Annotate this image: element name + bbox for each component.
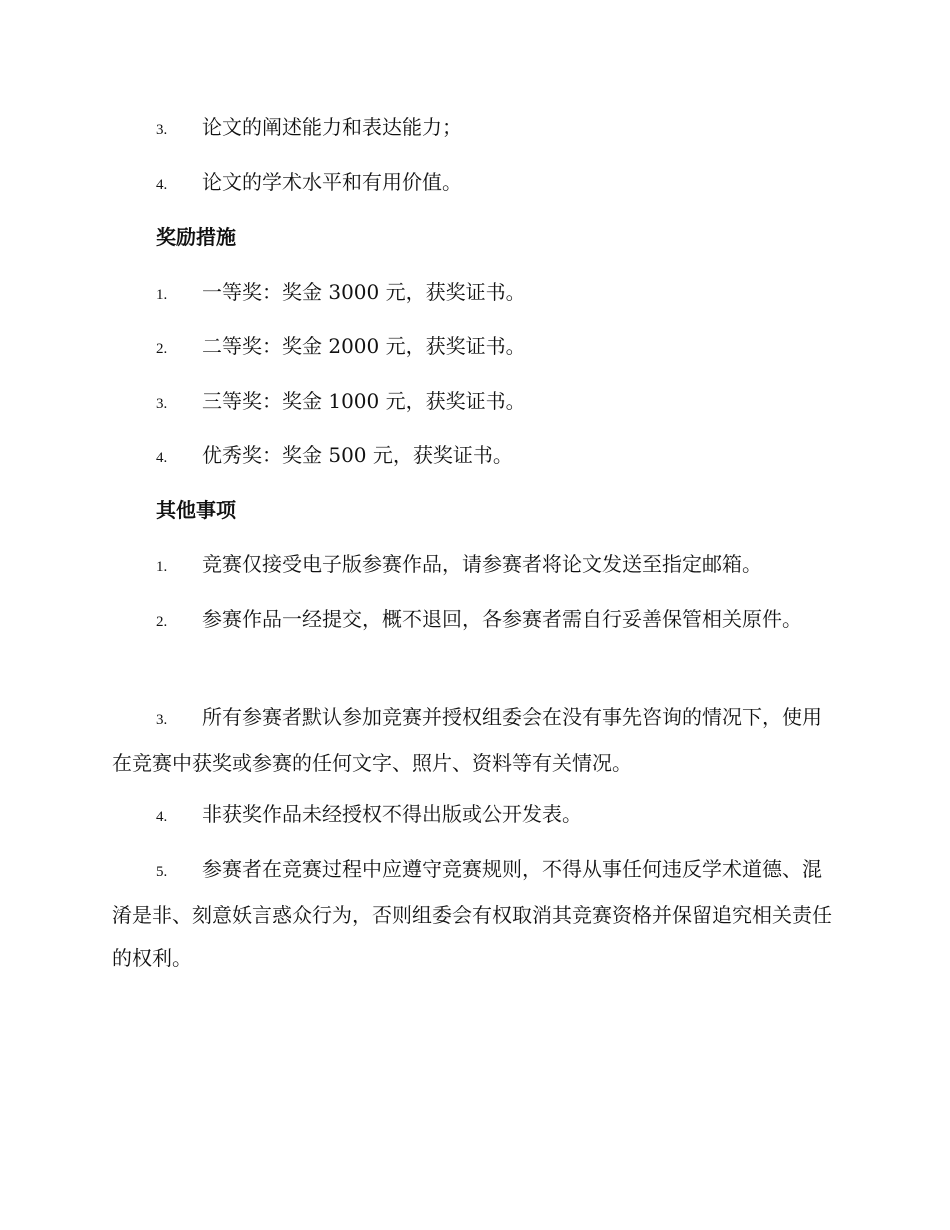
list-item-text: 参赛者在竞赛过程中应遵守竞赛规则，不得从事任何违反学术道德、混淆是非、刻意妖言惑众行为，否则组委会有权取消其竞赛资格并保留追究相关责任的权利。: [112, 857, 832, 970]
list-item-text: 三等奖：奖金 1000 元，获奖证书。: [202, 389, 526, 413]
list-number: 3.: [156, 396, 168, 412]
other-item-5: [112, 848, 838, 980]
list-item-text: 二等奖：奖金 2000 元，获奖证书。: [202, 334, 526, 358]
list-item-text: 竞赛仅接受电子版参赛作品，请参赛者将论文发送至指定邮箱。: [202, 552, 762, 576]
list-number: 4.: [156, 450, 168, 466]
reward-item-3: [112, 380, 838, 426]
list-number: 1.: [156, 559, 168, 575]
list-item-text: 所有参赛者默认参加竞赛并授权组委会在没有事先咨询的情况下，使用在竞赛中获奖或参赛的任何文字、照片、资料等有关情况。: [112, 705, 822, 775]
rewards-heading: 奖励措施: [156, 225, 236, 249]
list-number: 2.: [156, 341, 168, 357]
reward-item-4: [112, 434, 838, 480]
list-item-text: 论文的阐述能力和表达能力；: [202, 115, 462, 139]
other-item-3: [112, 696, 838, 785]
list-item-text: 一等奖：奖金 3000 元，获奖证书。: [202, 280, 526, 304]
reward-item-2: [112, 325, 838, 371]
other-item-4: [112, 793, 838, 839]
list-number: 3.: [156, 122, 168, 138]
list-item-text: 论文的学术水平和有用价值。: [202, 170, 462, 194]
list-item-text: 非获奖作品未经授权不得出版或公开发表。: [202, 802, 582, 826]
other-item-2: [112, 598, 838, 644]
list-item-text: 参赛作品一经提交，概不退回，各参赛者需自行妥善保管相关原件。: [202, 607, 802, 631]
list-number: 1.: [156, 287, 168, 303]
other-item-1: [112, 543, 838, 589]
eval-item-4: [112, 161, 838, 207]
list-number: 2.: [156, 614, 168, 630]
list-item-text: 优秀奖：奖金 500 元，获奖证书。: [202, 443, 513, 467]
eval-item-3: [112, 106, 838, 152]
reward-item-1: [112, 271, 838, 317]
list-number: 5.: [156, 864, 168, 880]
list-number: 4.: [156, 809, 168, 825]
list-number: 4.: [156, 177, 168, 193]
other-heading: 其他事项: [156, 498, 236, 522]
list-number: 3.: [156, 712, 168, 728]
